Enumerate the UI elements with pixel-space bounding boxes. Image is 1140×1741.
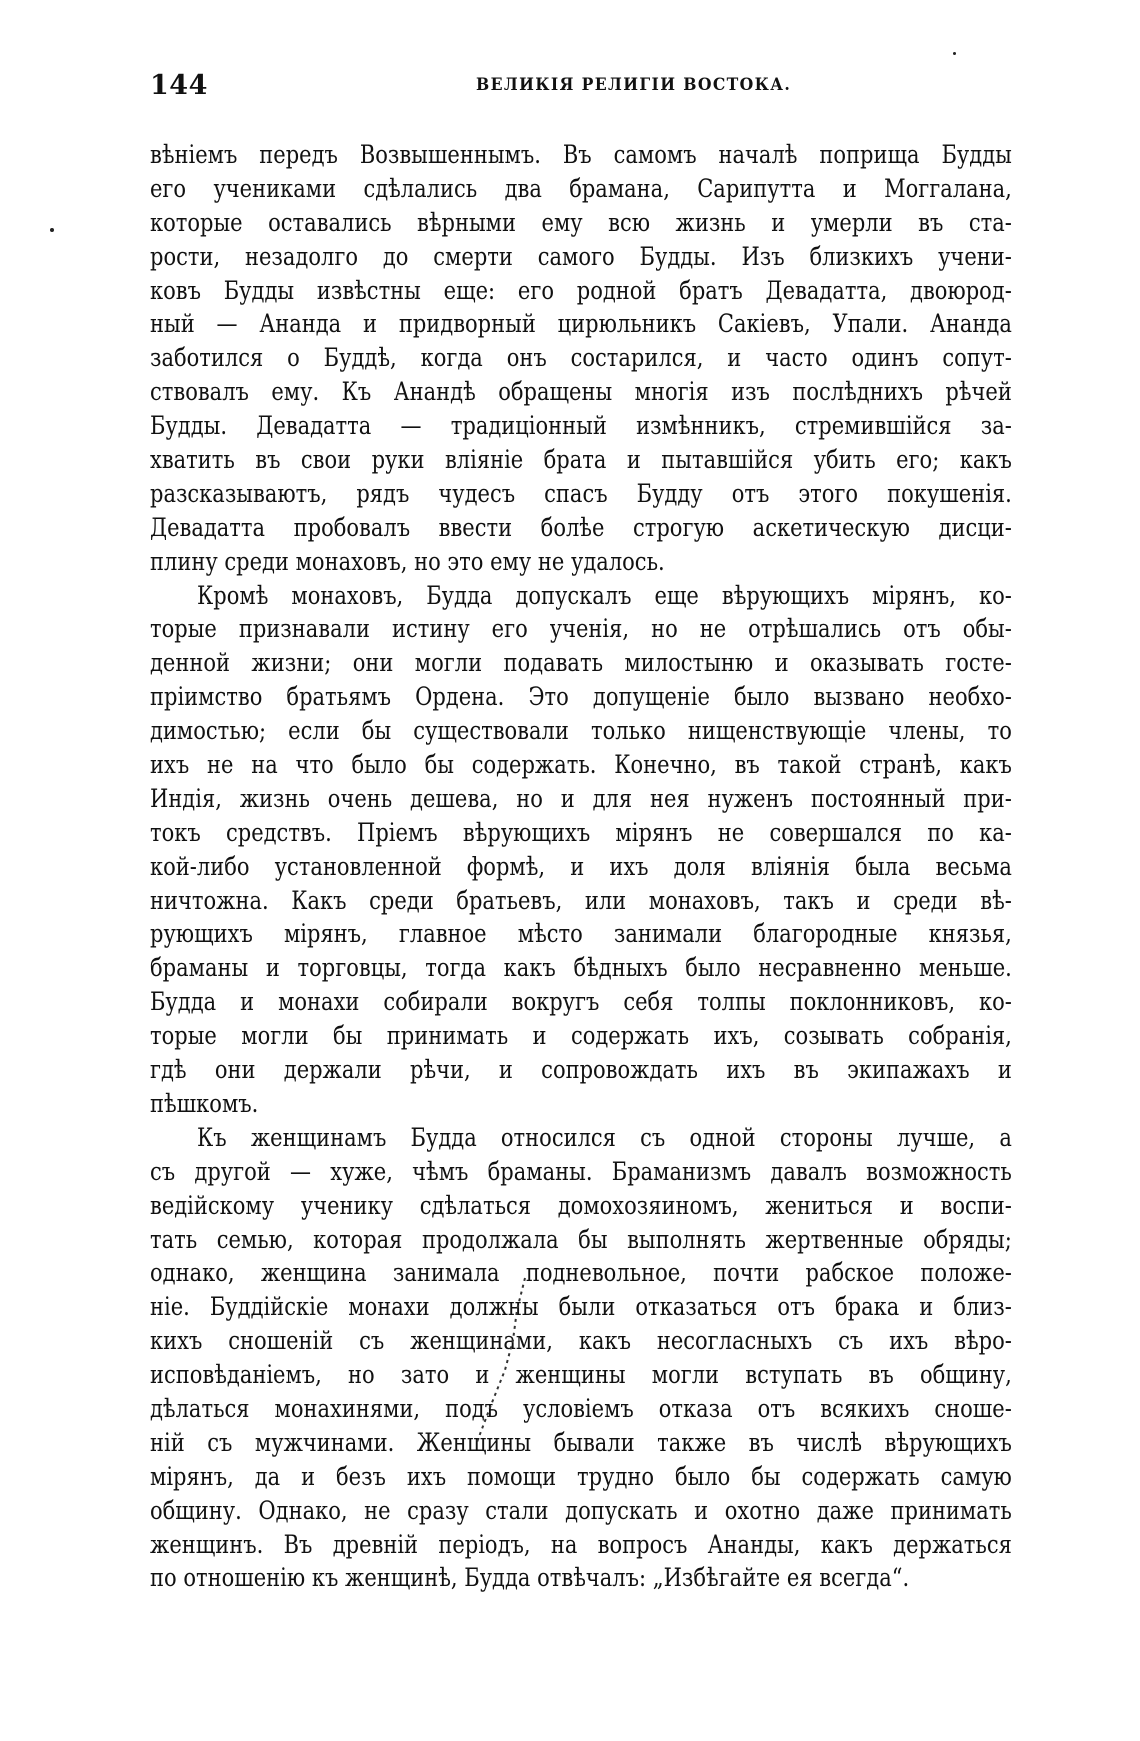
ink-speck bbox=[953, 52, 956, 55]
paragraph-start-line: Кромѣ монаховъ, Будда допускалъ еще вѣрующихъ мірянъ, ко- bbox=[197, 580, 1012, 610]
text-line: кихъ сношеній съ женщинами, какъ несогласныхъ съ ихъ вѣро- bbox=[150, 1326, 1012, 1356]
text-line: съ другой — хуже, чѣмъ браманы. Браманизмъ давалъ возможность bbox=[150, 1156, 1012, 1186]
text-line: ній съ мужчинами. Женщины бывали также въ числѣ вѣрующихъ bbox=[150, 1427, 1012, 1457]
text-line: димостью; если бы существовали только нищенствующіе члены, то bbox=[150, 716, 1012, 746]
text-line: дѣлаться монахинями, подъ условіемъ отказа отъ всякихъ сноше- bbox=[150, 1393, 1012, 1423]
text-line: ведійскому ученику сдѣлаться домохозяиномъ, жениться и воспи- bbox=[150, 1190, 1012, 1220]
text-line: кой-либо установленной формѣ, и ихъ доля вліянія была весьма bbox=[150, 851, 1012, 881]
text-line: заботился о Буддѣ, когда онъ состарился, и часто одинъ сопут- bbox=[150, 343, 1012, 373]
text-line: торые могли бы принимать и содержать ихъ, созывать собранія, bbox=[150, 1021, 1012, 1051]
text-line: Индія, жизнь очень дешева, но и для нея нуженъ постоянный при- bbox=[150, 783, 1012, 813]
text-line: ствовалъ ему. Къ Анандѣ обращены многія изъ послѣднихъ рѣчей bbox=[150, 377, 1012, 407]
text-line: вѣніемъ передъ Возвышеннымъ. Въ самомъ началѣ поприща Будды bbox=[150, 140, 1012, 169]
text-line: по отношенію къ женщинѣ, Будда отвѣчалъ: „Избѣгайте ея всегда“. bbox=[150, 1563, 910, 1593]
running-title: ВЕЛИКІЯ РЕЛИГІИ ВОСТОКА. bbox=[476, 75, 792, 95]
text-line: исповѣданіемъ, но зато и женщины могли вступать въ общину, bbox=[150, 1360, 1012, 1390]
text-line: гдѣ они держали рѣчи, и сопровождать ихъ въ экипажахъ и bbox=[150, 1055, 1012, 1085]
text-line: его учениками сдѣлались два брамана, Сарипутта и Моггалана, bbox=[150, 173, 1012, 203]
text-line: ковъ Будды извѣстны еще: его родной братъ Девадатта, двоюрод- bbox=[150, 275, 1012, 305]
text-line: однако, женщина занимала подневольное, почти рабское положе- bbox=[150, 1258, 1012, 1288]
text-line: торые признавали истину его ученія, но не отрѣшались отъ обы- bbox=[150, 614, 1012, 644]
text-line: тать семью, которая продолжала бы выполнять жертвенные обряды; bbox=[150, 1224, 1012, 1254]
text-line: мірянъ, да и безъ ихъ помощи трудно было бы содержать самую bbox=[150, 1461, 1012, 1491]
text-line: хватить въ свои руки вліяніе брата и пытавшійся убить его; какъ bbox=[150, 445, 1012, 475]
text-line: Будды. Девадатта — традиціонный измѣнникъ, стремившійся за- bbox=[150, 411, 1012, 441]
text-line: плину среди монаховъ, но это ему не удалось. bbox=[150, 546, 665, 576]
ink-speck bbox=[50, 228, 54, 232]
text-line: рующихъ мірянъ, главное мѣсто занимали благородные князья, bbox=[150, 919, 1012, 949]
running-head bbox=[150, 70, 1012, 110]
text-line: рости, незадолго до смерти самого Будды. Изъ близкихъ учени- bbox=[150, 241, 1012, 271]
text-line: пріимство братьямъ Ордена. Это допущеніе было вызвано необхо- bbox=[150, 682, 1012, 712]
body-text bbox=[150, 138, 1012, 1595]
text-line: денной жизни; они могли подавать милостыню и оказывать госте- bbox=[150, 648, 1012, 678]
text-line: женщинъ. Въ древній періодъ, на вопросъ Ананды, какъ держаться bbox=[150, 1529, 1012, 1559]
page-number: 144 bbox=[150, 70, 208, 101]
text-line: общину. Однако, не сразу стали допускать и охотно даже принимать bbox=[150, 1495, 1012, 1525]
text-line: пѣшкомъ. bbox=[150, 1088, 259, 1118]
text-line: Будда и монахи собирали вокругъ себя толпы поклонниковъ, ко- bbox=[150, 987, 1012, 1017]
text-line: ихъ не на что было бы содержать. Конечно, въ такой странѣ, какъ bbox=[150, 750, 1012, 780]
text-line: токъ средствъ. Пріемъ вѣрующихъ мірянъ не совершался по ка- bbox=[150, 817, 1012, 847]
text-line: которые оставались вѣрными ему всю жизнь и умерли въ ста- bbox=[150, 207, 1012, 237]
text-line: ный — Ананда и придворный цирюльникъ Сакіевъ, Упали. Ананда bbox=[150, 309, 1012, 339]
paragraph-start-line: Къ женщинамъ Будда относился съ одной стороны лучше, а bbox=[197, 1122, 1012, 1152]
text-line: ничтожна. Какъ среди братьевъ, или монаховъ, такъ и среди вѣ- bbox=[150, 885, 1012, 915]
pencil-scratch-mark bbox=[455, 1270, 575, 1450]
text-line: разсказываютъ, рядъ чудесъ спасъ Будду отъ этого покушенія. bbox=[150, 478, 1012, 508]
text-line: ніе. Буддійскіе монахи должны были отказаться отъ брака и близ- bbox=[150, 1292, 1012, 1322]
text-line: Девадатта пробовалъ ввести болѣе строгую аскетическую дисци- bbox=[150, 512, 1012, 542]
text-line: браманы и торговцы, тогда какъ бѣдныхъ было несравненно меньше. bbox=[150, 953, 1012, 983]
